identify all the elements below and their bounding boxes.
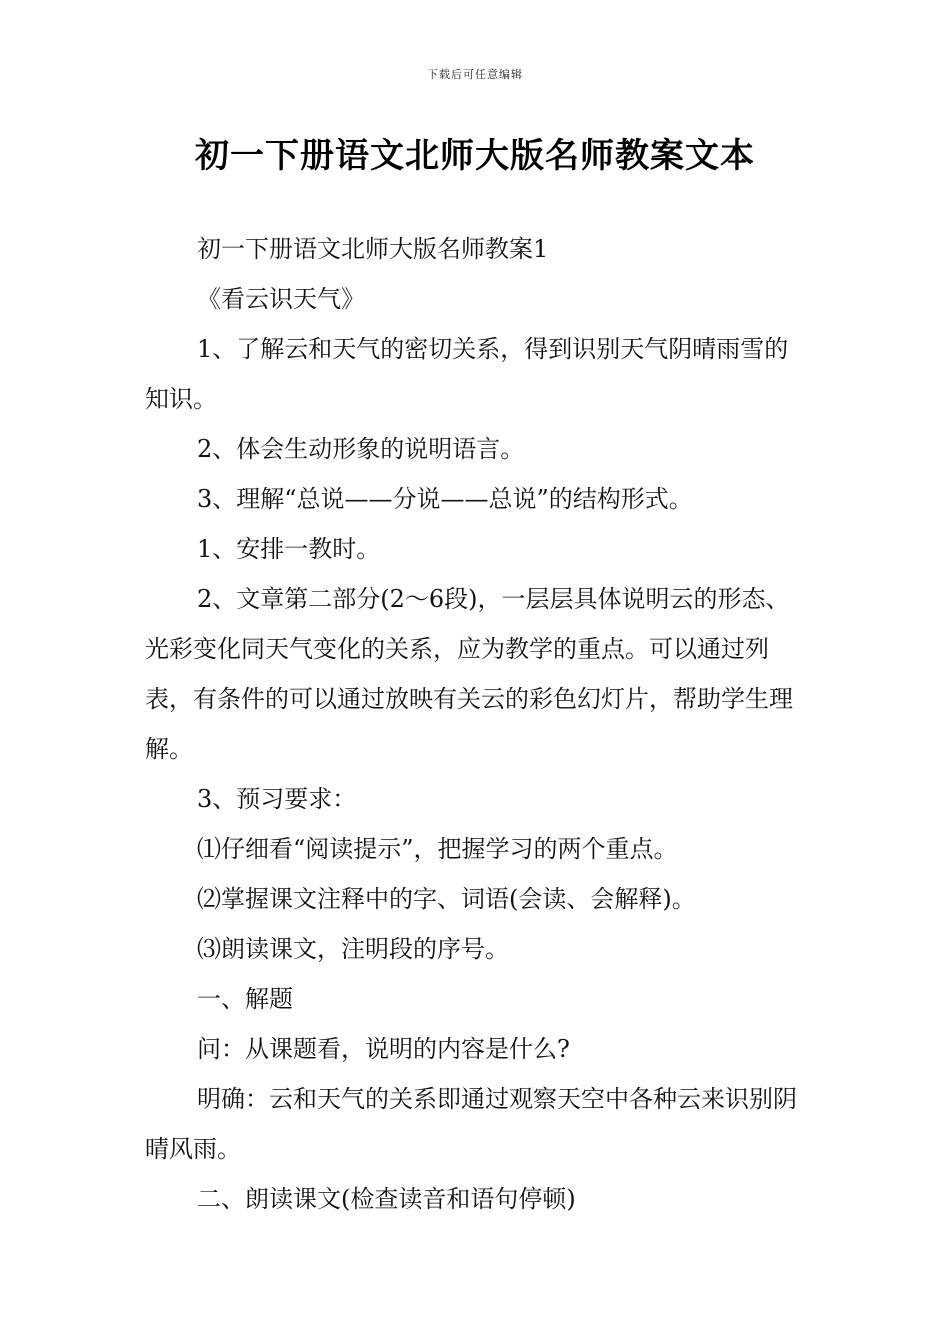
- paragraph-goal-2: 2、体会生动形象的说明语言。: [197, 435, 525, 463]
- paragraph-preview-3: ⑶朗读课文，注明段的序号。: [197, 935, 509, 963]
- paragraph-lesson-heading: 初一下册语文北师大版名师教案1: [197, 235, 549, 263]
- paragraph-text-title: 《看云识天气》: [197, 285, 365, 313]
- document-body: [145, 224, 810, 1224]
- paragraph-plan-2: 2、文章第二部分(2～6段)，一层层具体说明云的形态、光彩变化同天气变化的关系，应为教学的重点。可以通过列表，有条件的可以通过放映有关云的彩色幻灯片，帮助学生理解。: [145, 585, 793, 763]
- paragraph-plan-1: 1、安排一教时。: [197, 535, 381, 563]
- paragraph-goal-1: 1、了解云和天气的密切关系，得到识别天气阴晴雨雪的知识。: [145, 335, 789, 413]
- document-title: 初一下册语文北师大版名师教案文本: [195, 136, 755, 176]
- paragraph-goal-3: 3、理解“总说——分说——总说”的结构形式。: [197, 485, 693, 513]
- paragraph-answer: 明确：云和天气的关系即通过观察天空中各种云来识别阴晴风雨。: [145, 1085, 797, 1163]
- paragraph-section-2: 二、朗读课文(检查读音和语句停顿): [197, 1185, 576, 1213]
- paragraph-section-1: 一、解题: [197, 985, 293, 1013]
- paragraph-preview-2: ⑵掌握课文注释中的字、词语(会读、会解释)。: [197, 885, 696, 913]
- paragraph-question: 问：从课题看，说明的内容是什么?: [197, 1035, 570, 1063]
- paragraph-plan-3: 3、预习要求：: [197, 785, 357, 813]
- header-note: 下载后可任意编辑: [427, 68, 523, 81]
- paragraph-preview-1: ⑴仔细看“阅读提示”，把握学习的两个重点。: [197, 835, 678, 863]
